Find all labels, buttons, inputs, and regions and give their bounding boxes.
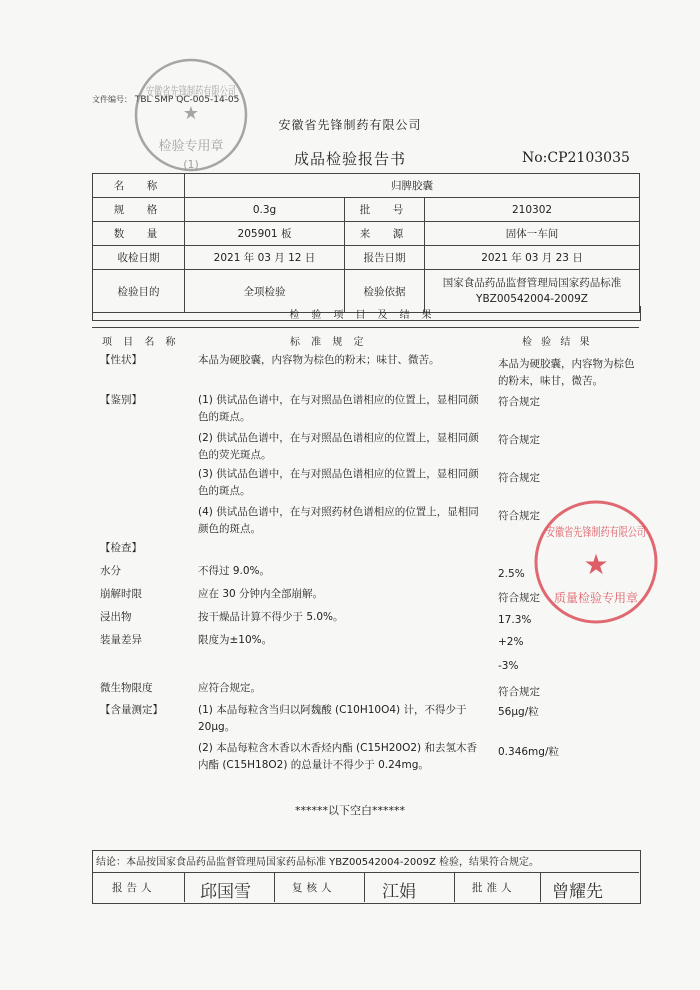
row-result: 56μg/粒 [498, 706, 539, 718]
row-item: 微生物限度 [100, 682, 153, 694]
row-standard: 按干燥品计算不得少于 5.0%。 [198, 611, 344, 623]
reporter-signature: 邱国雪 [200, 882, 251, 902]
col-result-header: 检 验 结 果 [522, 337, 593, 348]
red-stamp-company: 安徽省先锋制药有限 [546, 525, 655, 539]
name-label: 名 称 [93, 174, 185, 198]
info-table [92, 173, 640, 313]
row-result: 符合规定 [498, 592, 540, 604]
row-standard: 限度为±10%。 [198, 634, 273, 646]
row-result: -3% [498, 660, 519, 672]
row-standard: (4) 供试品色谱中，在与对照药材色谱相应的位置上，显相同颜色的斑点。 [198, 506, 479, 535]
row-standard: (1) 本品每粒含当归以阿魏酸 (C10H10O4) 计，不得少于 20μg。 [198, 704, 467, 733]
basis-value: 国家食品药品监督管理局国家药品标准 YBZ00542004-2009Z [425, 270, 640, 313]
row-item: 浸出物 [100, 611, 132, 623]
row-result: 符合规定 [498, 434, 540, 446]
row-item: 装量差异 [100, 634, 142, 646]
row-item: 【性状】 [100, 354, 142, 366]
reporter-label: 报告人 [112, 882, 156, 894]
row-item: 水分 [100, 565, 121, 577]
row-standard: 本品为硬胶囊，内容物为棕色的粉末；味甘、微苦。 [198, 354, 440, 366]
file-number-label: 文件编号： [92, 95, 132, 104]
row-standard: (3) 供试品色谱中，在与对照品色谱相应的位置上，显相同颜色的斑点。 [198, 468, 479, 497]
purpose-label: 检验目的 [93, 270, 185, 313]
row-result: +2% [498, 636, 524, 648]
row-standard: (2) 本品每粒含木香以木香烃内酯 (C15H20O2) 和去氢木香内酯 (C15H18O2) 的总量计不得少于 0.24mg。 [198, 742, 477, 771]
spec-value: 0.3g [185, 198, 345, 222]
qty-value: 205901 板 [185, 222, 345, 246]
approver-signature: 曾耀先 [552, 882, 603, 902]
company-name: 安徽省先锋制药有限公司 [278, 118, 422, 132]
receive-date-value: 2021 年 03 月 12 日 [185, 246, 345, 270]
batch-value: 210302 [425, 198, 640, 222]
sig-divider [540, 872, 541, 902]
row-standard: 不得过 9.0%。 [198, 565, 271, 577]
qty-label: 数 量 [93, 222, 185, 246]
receive-date-label: 收检日期 [93, 246, 185, 270]
report-date-value: 2021 年 03 月 23 日 [425, 246, 640, 270]
sig-divider [454, 872, 455, 902]
red-stamp-sub: 质量检验专用章 [553, 591, 639, 605]
source-label: 来 源 [345, 222, 425, 246]
row-result: 符合规定 [498, 396, 540, 408]
row-result: 符合规定 [498, 686, 540, 698]
conclusion-text: 结论：本品按国家食品药品监督管理局国家药品标准 YBZ00542004-2009Z 检验，结果符合规定。 [96, 857, 539, 868]
batch-label: 批 号 [345, 198, 425, 222]
name-value: 归脾胶囊 [185, 174, 640, 198]
row-item: 【检查】 [100, 542, 142, 554]
source-value: 固体一车间 [425, 222, 640, 246]
reviewer-signature: 江娟 [382, 882, 416, 902]
spec-label: 规 格 [93, 198, 185, 222]
row-result: 0.346mg/粒 [498, 746, 559, 758]
svg-text:★: ★ [182, 103, 200, 124]
row-result: 符合规定 [498, 510, 540, 522]
row-item: 【鉴别】 [100, 394, 142, 406]
gray-stamp-company: 安徽省先锋制药有 [146, 85, 250, 100]
col-item-header: 项 目 名 称 [102, 337, 180, 348]
row-standard: 应在 30 分钟内全部崩解。 [198, 588, 324, 600]
basis-label: 检验依据 [345, 270, 425, 313]
gray-stamp-num: (1) [183, 158, 199, 171]
row-standard: (1) 供试品色谱中，在与对照品色谱相应的位置上，显相同颜色的斑点。 [198, 394, 479, 423]
row-item: 【含量测定】 [100, 704, 163, 716]
reviewer-label: 复核人 [292, 882, 336, 894]
col-standard-header: 标 准 规 定 [290, 337, 368, 348]
row-item: 崩解时限 [100, 588, 142, 600]
purpose-value: 全项检验 [185, 270, 345, 313]
report-title: 成品检验报告书 [293, 150, 406, 168]
row-result: 17.3% [498, 614, 532, 626]
svg-text:★: ★ [583, 548, 609, 581]
gray-stamp-sub: 检验专用章 [158, 139, 224, 154]
sig-divider [184, 872, 185, 902]
section-divider [92, 327, 639, 328]
report-number: No:CP2103035 [522, 150, 630, 166]
report-date-label: 报告日期 [345, 246, 425, 270]
section-title: 检验项目及结果 [92, 306, 641, 321]
signature-row-divider [92, 872, 639, 873]
row-result: 本品为硬胶囊，内容物为棕色的粉末，味甘，微苦。 [498, 358, 635, 387]
quality-stamp-red [532, 498, 660, 626]
row-result: 2.5% [498, 568, 525, 580]
row-result: 符合规定 [498, 472, 540, 484]
row-standard: 应符合规定。 [198, 682, 261, 694]
blank-below-note: ******以下空白****** [295, 804, 405, 817]
row-standard: (2) 供试品色谱中，在与对照品色谱相应的位置上，显相同颜色的荧光斑点。 [198, 432, 479, 461]
sig-divider [274, 872, 275, 902]
approver-label: 批准人 [472, 882, 516, 894]
sig-divider [364, 872, 365, 902]
file-number-value: TBL SMP QC-005-14-05 [134, 95, 240, 105]
